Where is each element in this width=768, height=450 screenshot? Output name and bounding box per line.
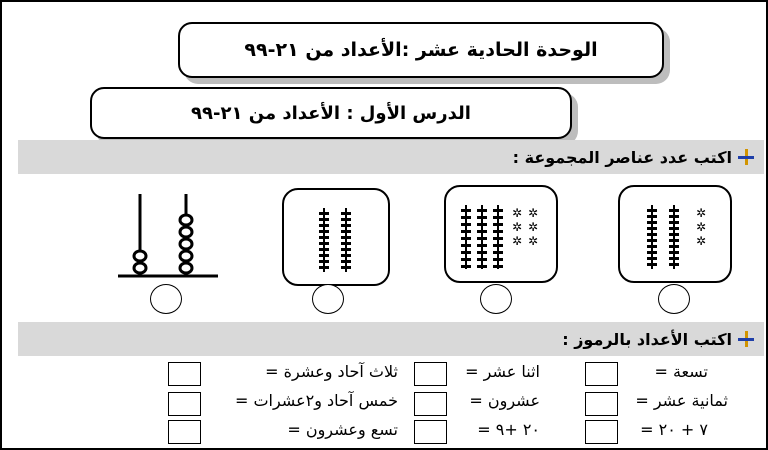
svg-text:✲: ✲: [696, 220, 707, 234]
answer-circle-2[interactable]: [480, 284, 512, 314]
set-card-3: [282, 188, 390, 286]
exercise-text: ثمانية عشر =: [635, 391, 728, 410]
exercise-text: ٧ + ٢٠ =: [640, 420, 708, 439]
unit-title: الوحدة الحادية عشر :الأعداد من ٢١-٩٩: [178, 22, 664, 78]
answer-circle-4[interactable]: [150, 284, 182, 314]
exercise-text: تسعة =: [654, 362, 708, 381]
answer-box[interactable]: [168, 362, 201, 386]
tens-and-ones-drawing: [446, 187, 556, 281]
svg-text:✲: ✲: [512, 234, 523, 248]
pin-icon: [738, 331, 754, 347]
answer-box[interactable]: [585, 420, 618, 444]
answer-circle-1[interactable]: [658, 284, 690, 314]
lesson-title: الدرس الأول : الأعداد من ٢١-٩٩: [90, 87, 572, 139]
exercise-text: اثنا عشر =: [465, 362, 540, 381]
svg-text:✲: ✲: [528, 220, 539, 234]
tens-and-ones-drawing: [620, 187, 730, 281]
exercise-text: ثلاث آحاد وعشرة =: [265, 362, 398, 381]
section-symbols-title: اكتب الأعداد بالرموز :: [562, 329, 732, 349]
set-card-2: [444, 185, 558, 283]
section-count-header: [18, 140, 764, 174]
svg-text:✲: ✲: [528, 206, 539, 220]
set-card-1: [618, 185, 732, 283]
section-symbols-header: [18, 322, 764, 356]
exercise-text: ٢٠ +٩ =: [477, 420, 540, 439]
svg-text:✲: ✲: [528, 234, 539, 248]
svg-text:✲: ✲: [512, 206, 523, 220]
exercise-text: تسع وعشرون =: [287, 420, 398, 439]
svg-text:✲: ✲: [696, 206, 707, 220]
answer-box[interactable]: [168, 420, 201, 444]
answer-box[interactable]: [168, 392, 201, 416]
answer-box[interactable]: [585, 362, 618, 386]
pin-icon: [738, 149, 754, 165]
answer-box[interactable]: [585, 392, 618, 416]
answer-circle-3[interactable]: [312, 284, 344, 314]
svg-text:✲: ✲: [512, 220, 523, 234]
section-count-title: اكتب عدد عناصر المجموعة :: [512, 147, 732, 167]
answer-box[interactable]: [414, 420, 447, 444]
exercise-text: عشرون =: [469, 391, 540, 410]
tens-drawing: [284, 190, 388, 284]
exercise-text: خمس آحاد و٢عشرات =: [234, 391, 398, 410]
answer-box[interactable]: [414, 362, 447, 386]
abacus-drawing: [118, 192, 228, 282]
answer-box[interactable]: [414, 392, 447, 416]
svg-text:✲: ✲: [696, 234, 707, 248]
